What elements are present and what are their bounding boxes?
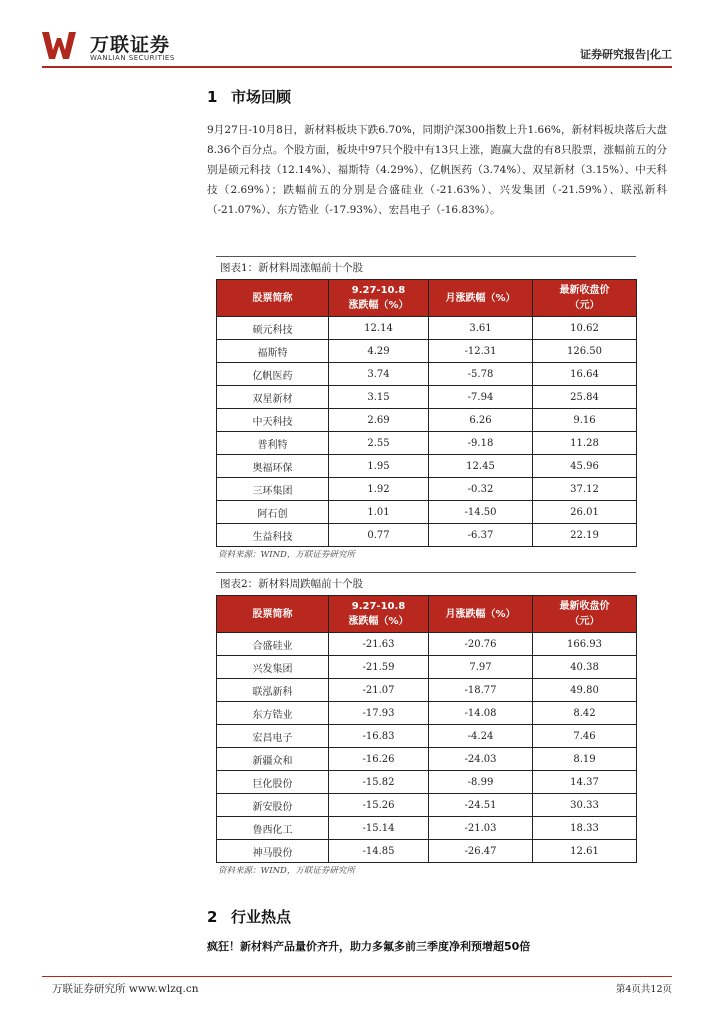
monthly-change-cell: -14.08	[429, 702, 533, 725]
monthly-change-cell: -24.51	[429, 794, 533, 817]
table-row	[217, 386, 637, 409]
stock-name-cell: 三环集团	[217, 478, 329, 501]
table-row	[217, 409, 637, 432]
stock-name-cell: 神马股份	[217, 840, 329, 863]
monthly-change-cell: -18.77	[429, 679, 533, 702]
stock-name-cell: 奥福环保	[217, 455, 329, 478]
monthly-change-cell: -12.31	[429, 340, 533, 363]
table-row	[217, 679, 637, 702]
column-header-monthly-change: 月涨跌幅（%）	[429, 280, 533, 317]
weekly-change-cell: 1.01	[329, 501, 429, 524]
section-1-heading	[207, 86, 291, 107]
wanlian-logo	[42, 30, 192, 64]
latest-price-cell: 126.50	[533, 340, 637, 363]
latest-price-cell: 18.33	[533, 817, 637, 840]
monthly-change-cell: -7.94	[429, 386, 533, 409]
weekly-change-cell: 3.15	[329, 386, 429, 409]
latest-price-cell: 30.33	[533, 794, 637, 817]
logo-english-name: WANLIAN SECURITIES	[90, 54, 175, 62]
wanlian-logo-mark	[42, 30, 76, 60]
stock-name-cell: 生益科技	[217, 524, 329, 547]
stock-name-cell: 东方锆业	[217, 702, 329, 725]
table-row	[217, 501, 637, 524]
table-row	[217, 478, 637, 501]
monthly-change-cell: -20.76	[429, 633, 533, 656]
section-2-heading	[207, 906, 291, 927]
weekly-change-cell: 4.29	[329, 340, 429, 363]
table-row	[217, 317, 637, 340]
latest-price-cell: 11.28	[533, 432, 637, 455]
column-header-weekly-change: 9.27-10.8 涨跌幅（%）	[329, 596, 429, 633]
weekly-change-cell: 12.14	[329, 317, 429, 340]
latest-price-cell: 49.80	[533, 679, 637, 702]
weekly-change-cell: -15.14	[329, 817, 429, 840]
figure-2-table	[216, 595, 637, 863]
weekly-change-cell: -21.63	[329, 633, 429, 656]
monthly-change-cell: 7.97	[429, 656, 533, 679]
monthly-change-cell: 6.26	[429, 409, 533, 432]
latest-price-cell: 166.93	[533, 633, 637, 656]
stock-name-cell: 合盛硅业	[217, 633, 329, 656]
section-1-number: 1	[207, 88, 218, 106]
table-row	[217, 432, 637, 455]
monthly-change-cell: 3.61	[429, 317, 533, 340]
monthly-change-cell: -26.47	[429, 840, 533, 863]
weekly-change-cell: -21.59	[329, 656, 429, 679]
footer-divider	[42, 976, 672, 977]
table-row	[217, 748, 637, 771]
header-divider	[42, 66, 672, 68]
table-row	[217, 725, 637, 748]
latest-price-cell: 8.42	[533, 702, 637, 725]
weekly-change-cell: -17.93	[329, 702, 429, 725]
figure-1-source: 资料来源：WIND，万联证券研究所	[218, 550, 355, 560]
latest-price-cell: 14.37	[533, 771, 637, 794]
latest-price-cell: 37.12	[533, 478, 637, 501]
stock-name-cell: 兴发集团	[217, 656, 329, 679]
weekly-change-cell: 0.77	[329, 524, 429, 547]
latest-price-cell: 7.46	[533, 725, 637, 748]
industry-hot-headline: 疯狂！新材料产品量价齐升，助力多氟多前三季度净利预增超50倍	[207, 940, 531, 953]
column-header-monthly-change: 月涨跌幅（%）	[429, 596, 533, 633]
figure-2	[216, 572, 636, 879]
stock-name-cell: 亿帆医药	[217, 363, 329, 386]
monthly-change-cell: -8.99	[429, 771, 533, 794]
section-2-title: 行业热点	[231, 908, 292, 926]
table-row	[217, 817, 637, 840]
weekly-change-cell: -16.83	[329, 725, 429, 748]
table-row	[217, 633, 637, 656]
monthly-change-cell: -0.32	[429, 478, 533, 501]
column-header-name: 股票简称	[217, 596, 329, 633]
weekly-change-cell: 3.74	[329, 363, 429, 386]
column-header-latest-price: 最新收盘价 （元）	[533, 596, 637, 633]
table-row	[217, 524, 637, 547]
weekly-change-cell: 2.69	[329, 409, 429, 432]
latest-price-cell: 9.16	[533, 409, 637, 432]
table-header-row	[217, 280, 637, 317]
stock-name-cell: 中天科技	[217, 409, 329, 432]
logo-chinese-name: 万联证券	[90, 34, 171, 56]
latest-price-cell: 22.19	[533, 524, 637, 547]
monthly-change-cell: -6.37	[429, 524, 533, 547]
stock-name-cell: 宏昌电子	[217, 725, 329, 748]
figure-2-caption: 图表2：新材料周跌幅前十个股	[216, 572, 636, 595]
column-header-latest-price: 最新收盘价 （元）	[533, 280, 637, 317]
stock-name-cell: 新安股份	[217, 794, 329, 817]
weekly-change-cell: 1.95	[329, 455, 429, 478]
table-row	[217, 656, 637, 679]
report-category-tag: 证券研究报告|化工	[579, 48, 672, 61]
weekly-change-cell: 2.55	[329, 432, 429, 455]
stock-name-cell: 巨化股份	[217, 771, 329, 794]
section-2-number: 2	[207, 908, 218, 926]
figure-1	[216, 256, 636, 563]
table-row	[217, 794, 637, 817]
latest-price-cell: 10.62	[533, 317, 637, 340]
latest-price-cell: 40.38	[533, 656, 637, 679]
monthly-change-cell: -24.03	[429, 748, 533, 771]
latest-price-cell: 45.96	[533, 455, 637, 478]
table-row	[217, 702, 637, 725]
monthly-change-cell: -14.50	[429, 501, 533, 524]
column-header-weekly-change: 9.27-10.8 涨跌幅（%）	[329, 280, 429, 317]
figure-1-caption: 图表1：新材料周涨幅前十个股	[216, 256, 636, 279]
table-header-row	[217, 596, 637, 633]
monthly-change-cell: 12.45	[429, 455, 533, 478]
weekly-change-cell: -14.85	[329, 840, 429, 863]
weekly-change-cell: -21.07	[329, 679, 429, 702]
monthly-change-cell: -4.24	[429, 725, 533, 748]
footer-institute: 万联证券研究所 www.wlzq.cn	[52, 983, 199, 995]
section-1-title: 市场回顾	[231, 88, 292, 106]
footer-page-number: 第4页共12页	[615, 984, 672, 995]
monthly-change-cell: -9.18	[429, 432, 533, 455]
stock-name-cell: 阿石创	[217, 501, 329, 524]
table-row	[217, 340, 637, 363]
stock-name-cell: 硕元科技	[217, 317, 329, 340]
figure-2-source: 资料来源：WIND，万联证券研究所	[218, 866, 355, 876]
stock-name-cell: 普利特	[217, 432, 329, 455]
latest-price-cell: 26.01	[533, 501, 637, 524]
table-row	[217, 363, 637, 386]
table-row	[217, 771, 637, 794]
stock-name-cell: 联泓新科	[217, 679, 329, 702]
page-header	[0, 0, 724, 70]
weekly-change-cell: -15.26	[329, 794, 429, 817]
latest-price-cell: 12.61	[533, 840, 637, 863]
weekly-change-cell: 1.92	[329, 478, 429, 501]
weekly-change-cell: -16.26	[329, 748, 429, 771]
stock-name-cell: 福斯特	[217, 340, 329, 363]
figure-1-table	[216, 279, 637, 547]
latest-price-cell: 25.84	[533, 386, 637, 409]
latest-price-cell: 16.64	[533, 363, 637, 386]
stock-name-cell: 鲁西化工	[217, 817, 329, 840]
table-row	[217, 455, 637, 478]
table-row	[217, 840, 637, 863]
market-review-paragraph: 9月27日-10月8日，新材料板块下跌6.70%，同期沪深300指数上升1.66%，新材料板块落后大盘8.36个百分点。个股方面，板块中97只个股中有13只上涨，跑赢大盘的有8只股票，涨幅前五的分别是硕元科技（12.14%）、福斯特（4.29%）、亿帆医药（3.74%）、双星新材（3.15%）、中天科技（2.69%）；跌幅前五的分别是合盛硅业（-21.63%）、兴发集团（-21.59%）、联泓新科（-21.07%）、东方锆业（-17.93%）、宏昌电子（-16.83%）。	[207, 124, 667, 216]
monthly-change-cell: -21.03	[429, 817, 533, 840]
monthly-change-cell: -5.78	[429, 363, 533, 386]
weekly-change-cell: -15.82	[329, 771, 429, 794]
stock-name-cell: 新疆众和	[217, 748, 329, 771]
stock-name-cell: 双星新材	[217, 386, 329, 409]
column-header-name: 股票简称	[217, 280, 329, 317]
latest-price-cell: 8.19	[533, 748, 637, 771]
